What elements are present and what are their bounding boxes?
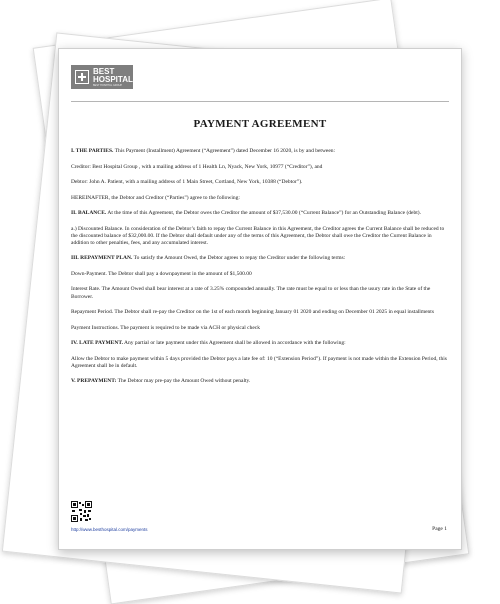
payment-instructions-line: Payment Instructions. The payment is required to be made via ACH or physical check: [71, 324, 260, 331]
prepayment-section: V. PREPAYMENT: The Debtor may pre-pay the Amount Owed without penalty.: [71, 378, 251, 385]
balance-section: II. BALANCE. At the time of this Agreement, the Debtor owes the Creditor the amount of $37,530.00 (“Current Balance”) for an Outstanding Balance (debt).: [71, 210, 421, 216]
qr-code-icon[interactable]: [71, 501, 92, 522]
header-divider: [71, 101, 449, 102]
interest-rate-line: Interest Rate. The Amount Owed shall bear interest at a rate of 3.25% compounded annually. The rate must be equal to or less than the usury rate in the State of the Borrower.: [71, 286, 431, 300]
document-title: PAYMENT AGREEMENT: [193, 118, 327, 130]
creditor-line: Creditor: Best Hospital Group , with a mailing address of 1 Health Ln, Nyack, New York, 10977 (“Creditor”), and: [71, 163, 323, 170]
debtor-line: Debtor: John A. Patient, with a mailing address of 1 Main Street, Cortland, New York, 10388 (“Debtor”).: [71, 179, 303, 185]
discounted-balance: a.) Discounted Balance. In consideration of the Debtor’s faith to repay the Current Balance in this Agreement, the Creditor agrees the Current Balance shall be reduced to the discounted balance of $32,000.00. If the Debtor shall default under any of the terms of this Agreement, the Debtor shall owe the Creditor the Current Balance in addition to other penalties, fees, and any accumulated interest.: [71, 225, 445, 246]
extension-period-line: Allow the Debtor to make payment within 5 days provided the Debtor pays a late fee of: 10 (“Extension Period”). If payment is not made within the Extension Period, this Agreement shall be in default.: [71, 355, 447, 369]
late-payment-section: IV. LATE PAYMENT. Any partial or late payment under this Agreement shall be allowed in accordance with the following:: [71, 340, 346, 347]
medical-cross-icon: [75, 70, 89, 84]
hereinafter-line: HEREINAFTER, the Debtor and Creditor (“Parties”) agree to the following:: [71, 194, 240, 201]
page-number: Page 1: [432, 526, 447, 532]
parties-intro: I. THE PARTIES. This Payment (Installment) Agreement (“Agreement”) dated December 16 2020, is by and between:: [71, 148, 336, 154]
repayment-section: III. REPAYMENT PLAN. To satisfy the Amount Owed, the Debtor agrees to repay the Creditor under the following terms:: [71, 255, 346, 262]
agreement-page: [58, 48, 462, 550]
payments-url-link[interactable]: http://www.besthospital.com/payments: [71, 527, 148, 532]
logo-subtitle: BEST HOSPITAL GROUP: [93, 84, 123, 87]
logo-text: BEST HOSPITAL: [93, 67, 133, 84]
hospital-logo: [71, 65, 133, 89]
repayment-period-line: Repayment Period. The Debtor shall re-pay the Creditor on the 1st of each month beginning January 01 2020 and ending on December 01 2025 in equal installments: [71, 309, 434, 316]
document-body: [71, 148, 449, 394]
down-payment-line: Down-Payment. The Debtor shall pay a downpayment in the amount of $1,500.00: [71, 270, 252, 277]
